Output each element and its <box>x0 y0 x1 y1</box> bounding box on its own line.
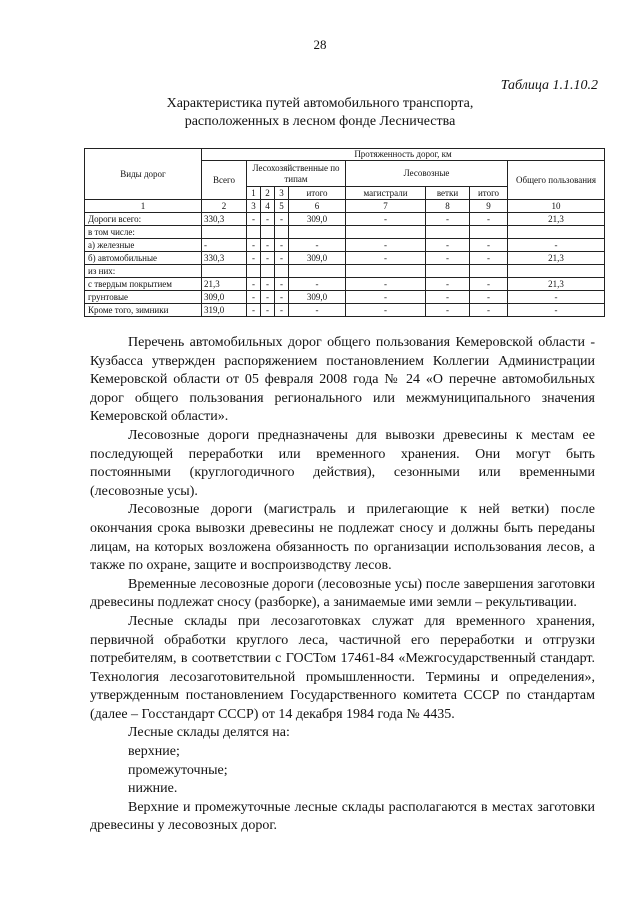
table-cell: 309,0 <box>202 291 247 304</box>
table-cell: - <box>275 291 289 304</box>
header-forestry-types: Лесохозяйственные по типам <box>247 161 346 187</box>
table-cell: - <box>346 291 426 304</box>
table-cell: - <box>346 239 426 252</box>
table-cell: - <box>508 304 605 317</box>
table-cell <box>470 226 508 239</box>
table-cell: - <box>275 278 289 291</box>
table-cell <box>508 226 605 239</box>
table-row <box>85 304 605 317</box>
table-row <box>85 239 605 252</box>
paragraph: Лесные склады при лесозаготовках служат для временного хранения, первичной обработки круглого леса, частичной его переработки и отгрузки потребителям, в соответствии с ГОСТом 17461-84 «Межгосударственный стандарт. Технология лесозаготовительной промышленности. Термины и определения», утвержденным постановлением Государственного комитета СССР по стандартам (далее – Госстандарт СССР) от 14 декабря 1984 года № 4435. <box>90 613 595 722</box>
table-cell: - <box>426 304 470 317</box>
table-cell: - <box>508 239 605 252</box>
row-label: с твердым покрытием <box>85 278 202 291</box>
table-cell: 330,3 <box>202 252 247 265</box>
table-cell: - <box>470 213 508 226</box>
table-cell: - <box>247 239 261 252</box>
table-cell: - <box>247 213 261 226</box>
table-cell: - <box>247 278 261 291</box>
row-label: а) железные <box>85 239 202 252</box>
paragraph: Временные лесовозные дороги (лесовозные усы) после завершения заготовки древесины подлежат сносу (разборке), а занимаемые ими земли – рекультивации. <box>90 576 595 611</box>
table-cell: - <box>470 252 508 265</box>
table-cell: 330,3 <box>202 213 247 226</box>
table-cell: - <box>426 278 470 291</box>
table-cell: - <box>426 239 470 252</box>
table-row <box>85 291 605 304</box>
table-row <box>85 226 605 239</box>
header-sub: итого <box>470 187 508 200</box>
table-cell: 21,3 <box>508 278 605 291</box>
table-cell: 319,0 <box>202 304 247 317</box>
table-cell: - <box>261 304 275 317</box>
table-row <box>85 278 605 291</box>
table-cell: - <box>426 213 470 226</box>
table-cell: - <box>202 239 247 252</box>
table-cell <box>426 226 470 239</box>
header-sub: итого <box>289 187 346 200</box>
header-logging: Лесовозные <box>346 161 508 187</box>
paragraph: Перечень автомобильных дорог общего пользования Кемеровской области - Кузбасса утвержден распоряжением постановлением Коллегии Администрации Кемеровской области от 05 февраля 2008 года № 24 «О перечне автомобильных дорог общего пользования регионального или межмуниципального значения Кемеровской области». <box>90 335 595 425</box>
column-number: 10 <box>508 200 605 213</box>
row-label: в том числе: <box>85 226 202 239</box>
table-cell: - <box>426 291 470 304</box>
body-text <box>90 334 595 836</box>
table-row <box>85 252 605 265</box>
table-cell <box>202 226 247 239</box>
header-total: Всего <box>202 161 247 200</box>
column-number: 7 <box>346 200 426 213</box>
table-title <box>0 95 640 131</box>
table-cell <box>426 265 470 278</box>
table-cell: - <box>275 239 289 252</box>
table-cell: - <box>426 252 470 265</box>
column-number: 3 <box>247 200 261 213</box>
header-sub: магистрали <box>346 187 426 200</box>
table-title-line: расположенных в лесном фонде Лесничества <box>184 114 456 129</box>
table-cell: - <box>275 213 289 226</box>
table-cell: - <box>261 213 275 226</box>
table-cell: - <box>508 291 605 304</box>
header-sub: 1 <box>247 187 261 200</box>
paragraph: верхние; <box>128 744 180 760</box>
table-row <box>85 213 605 226</box>
table-cell <box>346 226 426 239</box>
table-cell <box>261 265 275 278</box>
table-cell: - <box>470 278 508 291</box>
header-road-kind: Виды дорог <box>85 149 202 200</box>
paragraph: промежуточные; <box>128 762 228 778</box>
column-number: 4 <box>261 200 275 213</box>
table-cell: - <box>261 278 275 291</box>
table-cell <box>346 265 426 278</box>
table-cell <box>275 226 289 239</box>
table-cell <box>247 265 261 278</box>
paragraph: Лесовозные дороги (магистраль и прилегающие к ней ветки) после окончания срока вывозки древесины не подлежат сносу и должны быть переданы лицам, на которых возложена обязанность по организации использования лесов, а также по охране, защите и воспроизводству лесов. <box>90 502 595 574</box>
header-sub: 3 <box>275 187 289 200</box>
table-cell: - <box>261 239 275 252</box>
table-cell: - <box>275 304 289 317</box>
column-number: 5 <box>275 200 289 213</box>
table-cell: - <box>346 252 426 265</box>
header-sub: 2 <box>261 187 275 200</box>
row-label: грунтовые <box>85 291 202 304</box>
table-cell: - <box>261 291 275 304</box>
table-cell: - <box>289 239 346 252</box>
table-cell: 309,0 <box>289 213 346 226</box>
table-cell <box>202 265 247 278</box>
table-cell: 21,3 <box>508 252 605 265</box>
column-number: 8 <box>426 200 470 213</box>
table-cell: 21,3 <box>202 278 247 291</box>
table-row <box>85 265 605 278</box>
column-number: 6 <box>289 200 346 213</box>
table-cell: - <box>470 239 508 252</box>
table-cell: 309,0 <box>289 291 346 304</box>
table-cell: - <box>346 278 426 291</box>
header-sub: ветки <box>426 187 470 200</box>
table-cell: - <box>261 252 275 265</box>
paragraph: Лесные склады делятся на: <box>128 725 290 741</box>
table-body <box>85 213 605 317</box>
table-cell: 21,3 <box>508 213 605 226</box>
table-cell <box>289 265 346 278</box>
roads-table <box>84 148 605 317</box>
table-cell <box>508 265 605 278</box>
column-number-row <box>85 200 605 213</box>
table-cell: - <box>289 304 346 317</box>
page-number: 28 <box>313 37 327 52</box>
table-cell: - <box>470 291 508 304</box>
table-cell: - <box>247 304 261 317</box>
table-cell <box>247 226 261 239</box>
table-cell: - <box>247 252 261 265</box>
table-label: Таблица 1.1.10.2 <box>500 78 598 93</box>
row-label: б) автомобильные <box>85 252 202 265</box>
paragraph: Верхние и промежуточные лесные склады располагаются в местах заготовки древесины у лесовозных дорог. <box>90 799 595 834</box>
column-number: 1 <box>85 200 202 213</box>
column-number: 9 <box>470 200 508 213</box>
table-cell <box>289 226 346 239</box>
header-length: Протяженность дорог, км <box>202 149 605 161</box>
table-cell: - <box>247 291 261 304</box>
paragraph: Лесовозные дороги предназначены для вывозки древесины к местам ее последующей переработки или временного хранения. Они могут быть постоянными (круглогодичного действия), сезонными или временными (лесовозные усы). <box>90 427 595 499</box>
table-cell <box>261 226 275 239</box>
table-cell: - <box>346 213 426 226</box>
table-cell <box>275 265 289 278</box>
table-cell: - <box>289 278 346 291</box>
header-public-use: Общего пользования <box>508 161 605 200</box>
row-label: Кроме того, зимники <box>85 304 202 317</box>
table-cell: - <box>470 304 508 317</box>
table-cell <box>470 265 508 278</box>
table-title-line: Характеристика путей автомобильного транспорта, <box>166 96 474 111</box>
paragraph: нижние. <box>128 781 178 797</box>
column-number: 2 <box>202 200 247 213</box>
table-cell: - <box>346 304 426 317</box>
row-label: Дороги всего: <box>85 213 202 226</box>
row-label: из них: <box>85 265 202 278</box>
table-cell: 309,0 <box>289 252 346 265</box>
table-cell: - <box>275 252 289 265</box>
